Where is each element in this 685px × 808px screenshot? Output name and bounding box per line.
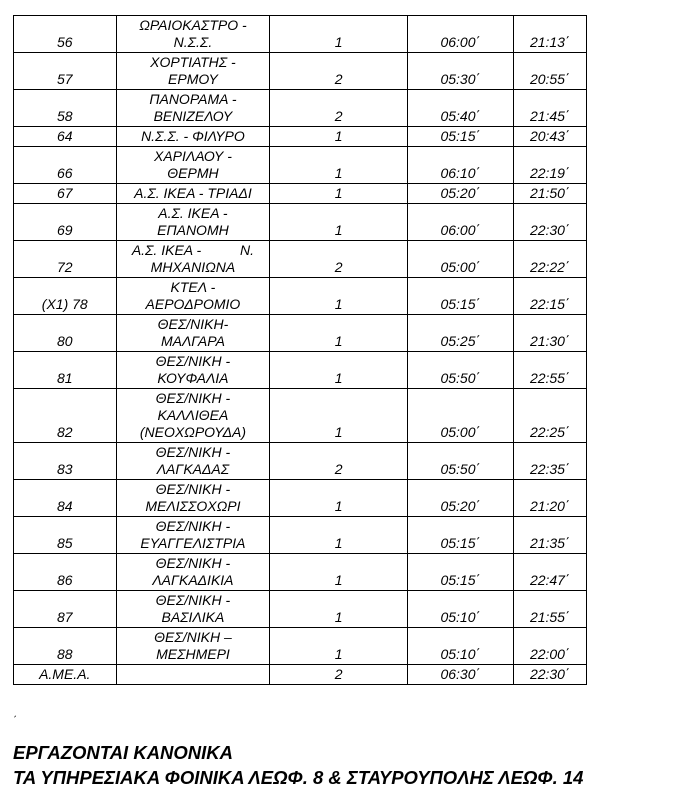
line-number-cell: 72 bbox=[14, 241, 117, 278]
schedule-table bbox=[13, 15, 587, 685]
route-line: Α.Σ. ΙΚΕΑ - bbox=[158, 205, 228, 221]
table-row bbox=[14, 315, 587, 352]
route-line: ΑΕΡΟΔΡΟΜΙΟ bbox=[145, 296, 241, 312]
route-cell bbox=[116, 127, 270, 147]
route-line: ΘΕΣ/ΝΙΚΗ - bbox=[155, 592, 231, 608]
line-number-cell: Α.ΜΕ.Α. bbox=[14, 665, 117, 685]
route-line: ΘΕΣ/ΝΙΚΗ - bbox=[155, 481, 231, 497]
route-cell bbox=[116, 628, 270, 665]
line-number-cell: 86 bbox=[14, 554, 117, 591]
last-departure-cell: 20:55΄ bbox=[513, 53, 586, 90]
first-departure-cell: 05:15΄ bbox=[408, 127, 514, 147]
first-departure-cell: 06:30΄ bbox=[408, 665, 514, 685]
line-number-cell: 64 bbox=[14, 127, 117, 147]
table-row bbox=[14, 352, 587, 389]
route-line: ΚΑΛΛΙΘΕΑ bbox=[157, 407, 229, 423]
bus-count-cell: 1 bbox=[270, 127, 408, 147]
last-departure-cell: 22:00΄ bbox=[513, 628, 586, 665]
route-line: ΧΑΡΙΛΑΟΥ - bbox=[153, 148, 232, 164]
route-cell bbox=[116, 204, 270, 241]
table-row bbox=[14, 443, 587, 480]
route-line: ΛΑΓΚΑΔΙΚΙΑ bbox=[152, 572, 234, 588]
last-departure-cell: 21:50΄ bbox=[513, 184, 586, 204]
first-departure-cell: 05:20΄ bbox=[408, 184, 514, 204]
table-row bbox=[14, 16, 587, 53]
first-departure-cell: 05:40΄ bbox=[408, 90, 514, 127]
table-row bbox=[14, 554, 587, 591]
last-departure-cell: 21:35΄ bbox=[513, 517, 586, 554]
route-cell bbox=[116, 591, 270, 628]
last-departure-cell: 22:55΄ bbox=[513, 352, 586, 389]
route-line: Α.Σ. ΙΚΕΑ - Ν. bbox=[131, 242, 255, 258]
first-departure-cell: 05:15΄ bbox=[408, 554, 514, 591]
first-departure-cell: 06:10΄ bbox=[408, 147, 514, 184]
route-line: Ν.Σ.Σ. - ΦΙΛΥΡΟ bbox=[141, 128, 245, 144]
table-row bbox=[14, 517, 587, 554]
bus-count-cell: 1 bbox=[270, 315, 408, 352]
line-number-cell: 87 bbox=[14, 591, 117, 628]
route-line: ΘΕΣ/ΝΙΚΗ - bbox=[155, 518, 231, 534]
route-cell bbox=[116, 389, 270, 443]
table-row bbox=[14, 204, 587, 241]
first-departure-cell: 05:50΄ bbox=[408, 443, 514, 480]
route-line: ΜΕΣΗΜΕΡΙ bbox=[156, 646, 230, 662]
line-number-cell: 81 bbox=[14, 352, 117, 389]
route-cell bbox=[116, 147, 270, 184]
line-number-cell: 83 bbox=[14, 443, 117, 480]
bus-count-cell: 2 bbox=[270, 443, 408, 480]
route-line: ΕΥΑΓΓΕΛΙΣΤΡΙΑ bbox=[140, 535, 246, 551]
line-number-cell: 84 bbox=[14, 480, 117, 517]
first-departure-cell: 05:15΄ bbox=[408, 278, 514, 315]
last-departure-cell: 21:55΄ bbox=[513, 591, 586, 628]
table-row bbox=[14, 90, 587, 127]
route-cell bbox=[116, 665, 270, 685]
route-line: ΚΟΥΦΑΛΙΑ bbox=[157, 370, 229, 386]
last-departure-cell: 22:30΄ bbox=[513, 665, 586, 685]
route-line: ΘΕΡΜΗ bbox=[167, 165, 219, 181]
route-line: Ν.Σ.Σ. bbox=[173, 34, 213, 50]
route-line: ΩΡΑΙΟΚΑΣΤΡΟ - bbox=[139, 17, 247, 33]
footer-line-2: ΤΑ ΥΠΗΡΕΣΙΑΚΑ ΦΟΙΝΙΚΑ ΛΕΩΦ. 8 & ΣΤΑΥΡΟΥΠΟΛΗΣ ΛΕΩΦ. 14 bbox=[13, 767, 584, 788]
route-cell bbox=[116, 90, 270, 127]
bus-count-cell: 2 bbox=[270, 53, 408, 90]
table-row bbox=[14, 591, 587, 628]
route-cell bbox=[116, 554, 270, 591]
last-departure-cell: 21:45΄ bbox=[513, 90, 586, 127]
route-line: ΘΕΣ/ΝΙΚΗ - bbox=[155, 555, 231, 571]
bus-count-cell: 1 bbox=[270, 480, 408, 517]
last-departure-cell: 21:30΄ bbox=[513, 315, 586, 352]
footer-line-1: ΕΡΓΑΖΟΝΤΑΙ ΚΑΝΟΝΙΚΑ bbox=[13, 742, 234, 763]
line-number-cell: 58 bbox=[14, 90, 117, 127]
route-cell bbox=[116, 517, 270, 554]
table-row bbox=[14, 53, 587, 90]
bus-count-cell: 1 bbox=[270, 16, 408, 53]
table-row bbox=[14, 127, 587, 147]
line-number-cell: 85 bbox=[14, 517, 117, 554]
route-cell bbox=[116, 315, 270, 352]
first-departure-cell: 05:10΄ bbox=[408, 591, 514, 628]
last-departure-cell: 22:47΄ bbox=[513, 554, 586, 591]
bus-count-cell: 2 bbox=[270, 241, 408, 278]
route-cell bbox=[116, 480, 270, 517]
bus-count-cell: 1 bbox=[270, 204, 408, 241]
last-departure-cell: 21:13΄ bbox=[513, 16, 586, 53]
tick-mark: ΄ bbox=[13, 715, 17, 727]
route-line: ΒΕΝΙΖΕΛΟΥ bbox=[153, 108, 233, 124]
line-number-cell: 66 bbox=[14, 147, 117, 184]
line-number-cell: 56 bbox=[14, 16, 117, 53]
table-row bbox=[14, 389, 587, 443]
line-number-cell: 88 bbox=[14, 628, 117, 665]
route-cell bbox=[116, 352, 270, 389]
line-number-cell: (Χ1) 78 bbox=[14, 278, 117, 315]
bus-count-cell: 1 bbox=[270, 628, 408, 665]
bus-count-cell: 1 bbox=[270, 554, 408, 591]
last-departure-cell: 22:30΄ bbox=[513, 204, 586, 241]
bus-count-cell: 2 bbox=[270, 90, 408, 127]
route-line: ΘΕΣ/ΝΙΚΗ – bbox=[154, 629, 232, 645]
route-line: (ΝΕΟΧΩΡΟΥΔΑ) bbox=[139, 424, 246, 440]
table-row bbox=[14, 147, 587, 184]
route-cell bbox=[116, 241, 270, 278]
bus-count-cell: 1 bbox=[270, 184, 408, 204]
bus-count-cell: 1 bbox=[270, 517, 408, 554]
bus-count-cell: 1 bbox=[270, 278, 408, 315]
schedule-table-body bbox=[14, 16, 587, 685]
line-number-cell: 82 bbox=[14, 389, 117, 443]
last-departure-cell: 22:15΄ bbox=[513, 278, 586, 315]
route-line: ΒΑΣΙΛΙΚΑ bbox=[161, 609, 225, 625]
first-departure-cell: 05:50΄ bbox=[408, 352, 514, 389]
first-departure-cell: 05:30΄ bbox=[408, 53, 514, 90]
line-number-cell: 69 bbox=[14, 204, 117, 241]
route-cell bbox=[116, 16, 270, 53]
route-line: ΕΡΜΟΥ bbox=[168, 71, 218, 87]
line-number-cell: 57 bbox=[14, 53, 117, 90]
route-line: ΘΕΣ/ΝΙΚΗ - bbox=[155, 444, 231, 460]
bus-count-cell: 1 bbox=[270, 591, 408, 628]
last-departure-cell: 22:35΄ bbox=[513, 443, 586, 480]
first-departure-cell: 05:20΄ bbox=[408, 480, 514, 517]
table-row bbox=[14, 665, 587, 685]
bus-count-cell: 2 bbox=[270, 665, 408, 685]
bus-count-cell: 1 bbox=[270, 147, 408, 184]
last-departure-cell: 20:43΄ bbox=[513, 127, 586, 147]
first-departure-cell: 05:25΄ bbox=[408, 315, 514, 352]
route-line: ΘΕΣ/ΝΙΚΗ - bbox=[155, 353, 231, 369]
route-line: ΧΟΡΤΙΑΤΗΣ - bbox=[150, 54, 236, 70]
route-line: Α.Σ. ΙΚΕΑ - ΤΡΙΑΔΙ bbox=[134, 185, 252, 201]
footer-notes bbox=[13, 740, 583, 790]
last-departure-cell: 22:19΄ bbox=[513, 147, 586, 184]
bus-count-cell: 1 bbox=[270, 352, 408, 389]
route-line: ΜΑΛΓΑΡΑ bbox=[160, 333, 225, 349]
route-line: ΘΕΣ/ΝΙΚΗ- bbox=[157, 316, 229, 332]
line-number-cell: 80 bbox=[14, 315, 117, 352]
table-row bbox=[14, 480, 587, 517]
route-cell bbox=[116, 278, 270, 315]
line-number-cell: 67 bbox=[14, 184, 117, 204]
table-row bbox=[14, 278, 587, 315]
table-row bbox=[14, 628, 587, 665]
route-cell bbox=[116, 443, 270, 480]
first-departure-cell: 05:15΄ bbox=[408, 517, 514, 554]
last-departure-cell: 21:20΄ bbox=[513, 480, 586, 517]
first-departure-cell: 05:00΄ bbox=[408, 389, 514, 443]
route-line: ΠΑΝΟΡΑΜΑ - bbox=[149, 91, 237, 107]
route-line: ΕΠΑΝΟΜΗ bbox=[157, 222, 229, 238]
last-departure-cell: 22:22΄ bbox=[513, 241, 586, 278]
table-row bbox=[14, 241, 587, 278]
first-departure-cell: 05:00΄ bbox=[408, 241, 514, 278]
route-cell bbox=[116, 53, 270, 90]
first-departure-cell: 05:10΄ bbox=[408, 628, 514, 665]
route-line: ΘΕΣ/ΝΙΚΗ - bbox=[155, 390, 231, 406]
first-departure-cell: 06:00΄ bbox=[408, 16, 514, 53]
first-departure-cell: 06:00΄ bbox=[408, 204, 514, 241]
last-departure-cell: 22:25΄ bbox=[513, 389, 586, 443]
route-cell bbox=[116, 184, 270, 204]
route-line: ΛΑΓΚΑΔΑΣ bbox=[156, 461, 230, 477]
route-line: ΚΤΕΛ - bbox=[170, 279, 216, 295]
table-row bbox=[14, 184, 587, 204]
bus-count-cell: 1 bbox=[270, 389, 408, 443]
route-line: ΜΕΛΙΣΣΟΧΩΡΙ bbox=[145, 498, 241, 514]
route-line: ΜΗΧΑΝΙΩΝΑ bbox=[150, 259, 236, 275]
